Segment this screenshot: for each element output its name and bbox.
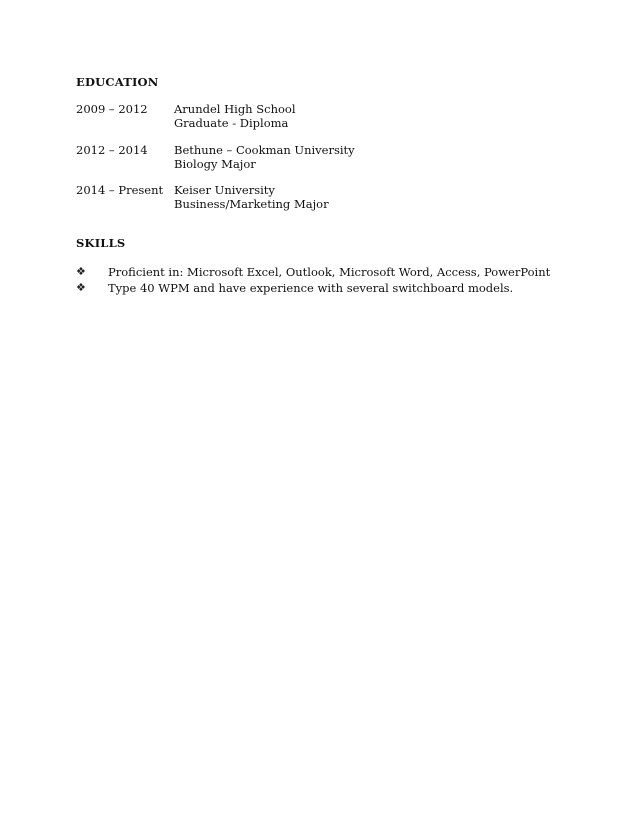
education-qualification: Business/Marketing Major (174, 197, 329, 211)
education-entry (76, 183, 556, 213)
education-years: 2014 – Present (76, 183, 164, 197)
education-years: 2009 – 2012 (76, 102, 148, 116)
diamond-bullet-icon: ❖ (76, 281, 86, 294)
skills-heading: SKILLS (76, 236, 126, 250)
education-qualification: Biology Major (174, 157, 256, 171)
education-details (174, 102, 296, 130)
skill-list-item (76, 264, 576, 280)
education-qualification: Graduate - Diploma (174, 116, 289, 130)
skills-list (76, 264, 576, 296)
skill-text: Proficient in: Microsoft Excel, Outlook, Microsoft Word, Access, PowerPoint (108, 265, 551, 279)
education-years: 2012 – 2014 (76, 143, 148, 157)
skill-text: Type 40 WPM and have experience with several switchboard models. (108, 281, 514, 295)
education-details (174, 143, 355, 171)
education-entry (76, 102, 556, 132)
diamond-bullet-icon: ❖ (76, 265, 86, 278)
education-entry (76, 143, 556, 173)
education-details (174, 183, 329, 211)
skill-list-item (76, 280, 576, 296)
education-heading: EDUCATION (76, 75, 159, 89)
education-institution: Bethune – Cookman University (174, 143, 355, 157)
education-institution: Arundel High School (174, 102, 296, 116)
education-institution: Keiser University (174, 183, 275, 197)
